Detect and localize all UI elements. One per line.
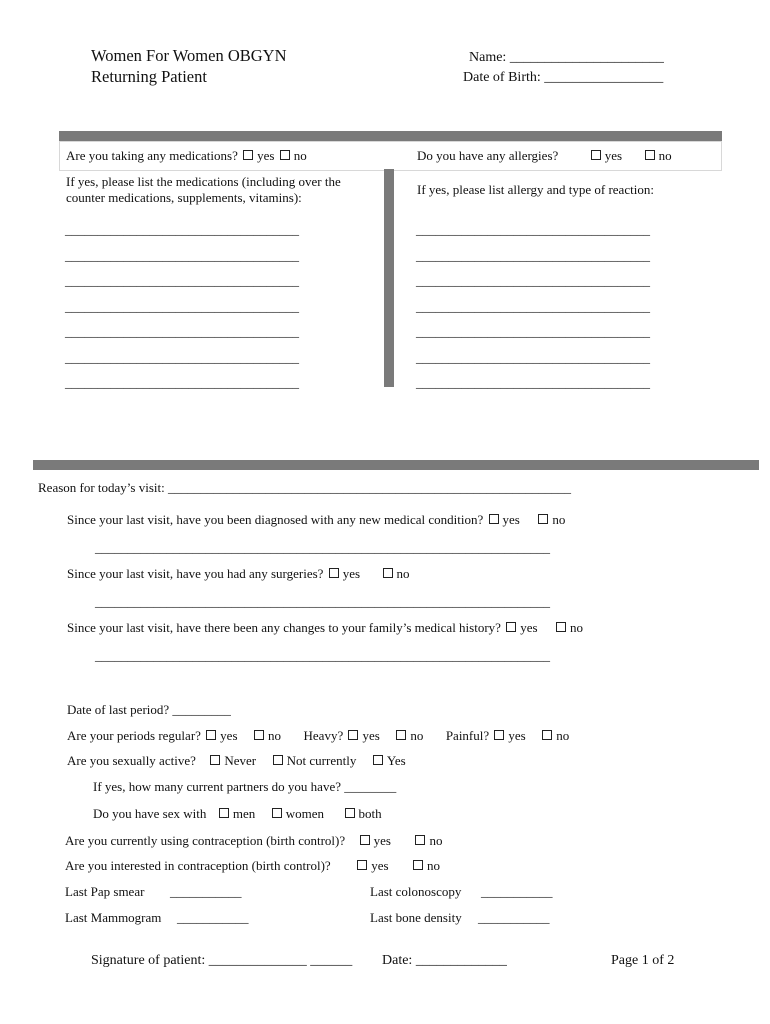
yes-active-checkbox[interactable] bbox=[373, 755, 383, 765]
new-condition-yes-checkbox[interactable] bbox=[489, 514, 499, 524]
mammogram-field[interactable]: ___________ bbox=[177, 910, 249, 925]
medications-line-4[interactable]: ____________________________________ bbox=[65, 298, 299, 314]
allergies-line-4[interactable]: ____________________________________ bbox=[416, 298, 650, 314]
clinic-name: Women For Women OBGYN bbox=[91, 46, 287, 65]
medications-instructions: If yes, please list the medications (including over the counter medications, supplements, vitamins): bbox=[66, 174, 341, 205]
contraception-using-no-label: no bbox=[429, 833, 443, 848]
section-divider-top bbox=[59, 131, 722, 141]
heavy-yes-label: yes bbox=[362, 728, 380, 743]
surgeries-yes-checkbox[interactable] bbox=[329, 568, 339, 578]
medications-no-label: no bbox=[293, 148, 307, 163]
periods-question bbox=[67, 728, 569, 744]
yes-active-label: Yes bbox=[386, 753, 406, 768]
form-title: Returning Patient bbox=[91, 67, 207, 86]
family-history-answer-line[interactable]: ______________________________________________________________________ bbox=[95, 648, 550, 663]
painful-text: Painful? bbox=[445, 728, 490, 743]
medications-question-text: Are you taking any medications? bbox=[66, 148, 238, 163]
new-condition-text: Since your last visit, have you been diagnosed with any new medical condition? bbox=[67, 512, 484, 527]
dob-field[interactable]: Date of Birth: _________________ bbox=[463, 70, 664, 85]
contraception-using-text: Are you currently using contraception (birth control)? bbox=[65, 833, 346, 848]
family-history-question bbox=[67, 620, 583, 636]
page-number: Page 1 of 2 bbox=[611, 953, 675, 968]
painful-yes-label: yes bbox=[508, 728, 526, 743]
allergies-line-7[interactable]: ____________________________________ bbox=[416, 375, 650, 390]
date-field[interactable]: Date: _____________ bbox=[382, 953, 507, 968]
contraception-interested-yes-checkbox[interactable] bbox=[357, 860, 367, 870]
bone-density-label: Last bone density bbox=[370, 910, 462, 925]
heavy-yes-checkbox[interactable] bbox=[348, 730, 358, 740]
new-condition-question bbox=[67, 512, 565, 528]
medications-list bbox=[65, 217, 299, 396]
allergies-list bbox=[416, 217, 650, 396]
allergies-no-checkbox[interactable] bbox=[645, 150, 655, 160]
heavy-no-label: no bbox=[410, 728, 424, 743]
section-divider-visit bbox=[33, 460, 759, 470]
women-checkbox[interactable] bbox=[272, 808, 282, 818]
allergies-line-5[interactable]: ____________________________________ bbox=[416, 324, 650, 339]
women-label: women bbox=[285, 806, 325, 821]
both-label: both bbox=[358, 806, 382, 821]
contraception-interested-yes-label: yes bbox=[371, 858, 389, 873]
surgeries-question bbox=[67, 566, 410, 582]
contraception-interested-no-checkbox[interactable] bbox=[413, 860, 423, 870]
not-currently-checkbox[interactable] bbox=[273, 755, 283, 765]
family-history-no-label: no bbox=[570, 620, 584, 635]
allergies-yes-checkbox[interactable] bbox=[591, 150, 601, 160]
medications-yes-checkbox[interactable] bbox=[243, 150, 253, 160]
last-period-field[interactable]: Date of last period? _________ bbox=[67, 702, 231, 717]
allergies-question-text: Do you have any allergies? bbox=[417, 148, 559, 163]
reason-for-visit-field[interactable]: Reason for today’s visit: ______________________________________________________________ bbox=[38, 480, 571, 495]
both-checkbox[interactable] bbox=[345, 808, 355, 818]
allergies-line-2[interactable]: ____________________________________ bbox=[416, 247, 650, 263]
allergies-line-6[interactable]: ____________________________________ bbox=[416, 349, 650, 365]
allergies-yes-label: yes bbox=[604, 148, 623, 163]
medications-yes-label: yes bbox=[257, 148, 275, 163]
sex-with-question bbox=[93, 806, 382, 822]
surgeries-yes-label: yes bbox=[342, 566, 361, 581]
sexually-active-text: Are you sexually active? bbox=[67, 753, 196, 768]
mammogram-label: Last Mammogram bbox=[65, 910, 162, 925]
bone-density-field[interactable]: ___________ bbox=[478, 910, 550, 925]
family-history-no-checkbox[interactable] bbox=[556, 622, 566, 632]
medications-line-3[interactable]: ____________________________________ bbox=[65, 273, 299, 288]
medications-line-6[interactable]: ____________________________________ bbox=[65, 349, 299, 365]
contraception-using-yes-checkbox[interactable] bbox=[360, 835, 370, 845]
men-label: men bbox=[232, 806, 256, 821]
sex-with-text: Do you have sex with bbox=[93, 806, 207, 821]
contraception-using-no-checkbox[interactable] bbox=[415, 835, 425, 845]
colonoscopy-field[interactable]: ___________ bbox=[481, 884, 553, 899]
contraception-interested-question bbox=[65, 858, 440, 874]
allergies-no-label: no bbox=[658, 148, 672, 163]
family-history-text: Since your last visit, have there been any changes to your family’s medical history? bbox=[67, 620, 501, 635]
colonoscopy-label: Last colonoscopy bbox=[370, 884, 462, 899]
contraception-interested-text: Are you interested in contraception (birth control)? bbox=[65, 858, 331, 873]
periods-regular-text: Are your periods regular? bbox=[67, 728, 201, 743]
sexually-active-question bbox=[67, 753, 406, 769]
periods-regular-no-label: no bbox=[268, 728, 282, 743]
contraception-interested-no-label: no bbox=[427, 858, 441, 873]
medications-line-7[interactable]: ____________________________________ bbox=[65, 375, 299, 390]
never-checkbox[interactable] bbox=[210, 755, 220, 765]
pap-smear-label: Last Pap smear bbox=[65, 884, 145, 899]
periods-regular-yes-checkbox[interactable] bbox=[206, 730, 216, 740]
medications-line-5[interactable]: ____________________________________ bbox=[65, 324, 299, 339]
periods-regular-yes-label: yes bbox=[220, 728, 238, 743]
new-condition-no-checkbox[interactable] bbox=[538, 514, 548, 524]
surgeries-no-label: no bbox=[396, 566, 410, 581]
medications-no-checkbox[interactable] bbox=[280, 150, 290, 160]
pap-smear-field[interactable]: ___________ bbox=[170, 884, 242, 899]
allergies-line-1[interactable]: ____________________________________ bbox=[416, 222, 650, 237]
family-history-yes-label: yes bbox=[520, 620, 538, 635]
not-currently-label: Not currently bbox=[286, 753, 357, 768]
allergies-instructions: If yes, please list allergy and type of reaction: bbox=[417, 182, 654, 197]
painful-no-label: no bbox=[556, 728, 570, 743]
new-condition-answer-line[interactable]: ______________________________________________________________________ bbox=[95, 540, 550, 555]
painful-no-checkbox[interactable] bbox=[542, 730, 552, 740]
surgeries-text: Since your last visit, have you had any surgeries? bbox=[67, 566, 324, 581]
painful-yes-checkbox[interactable] bbox=[494, 730, 504, 740]
signature-field[interactable]: Signature of patient: ______________ ______ bbox=[91, 953, 353, 968]
column-divider bbox=[384, 169, 394, 387]
new-condition-no-label: no bbox=[552, 512, 566, 527]
allergies-question bbox=[417, 148, 672, 164]
contraception-using-yes-label: yes bbox=[373, 833, 391, 848]
heavy-text: Heavy? bbox=[303, 728, 344, 743]
surgeries-no-checkbox[interactable] bbox=[383, 568, 393, 578]
periods-regular-no-checkbox[interactable] bbox=[254, 730, 264, 740]
heavy-no-checkbox[interactable] bbox=[396, 730, 406, 740]
medications-question bbox=[66, 148, 307, 164]
medications-line-1[interactable]: ____________________________________ bbox=[65, 222, 299, 237]
partners-field[interactable]: If yes, how many current partners do you have? ________ bbox=[93, 779, 397, 794]
new-condition-yes-label: yes bbox=[502, 512, 520, 527]
medications-line-2[interactable]: ____________________________________ bbox=[65, 247, 299, 263]
surgeries-answer-line[interactable]: ______________________________________________________________________ bbox=[95, 594, 550, 609]
never-label: Never bbox=[224, 753, 257, 768]
men-checkbox[interactable] bbox=[219, 808, 229, 818]
contraception-using-question bbox=[65, 833, 442, 849]
name-field[interactable]: Name: ______________________ bbox=[469, 50, 664, 65]
family-history-yes-checkbox[interactable] bbox=[506, 622, 516, 632]
allergies-line-3[interactable]: ____________________________________ bbox=[416, 273, 650, 288]
